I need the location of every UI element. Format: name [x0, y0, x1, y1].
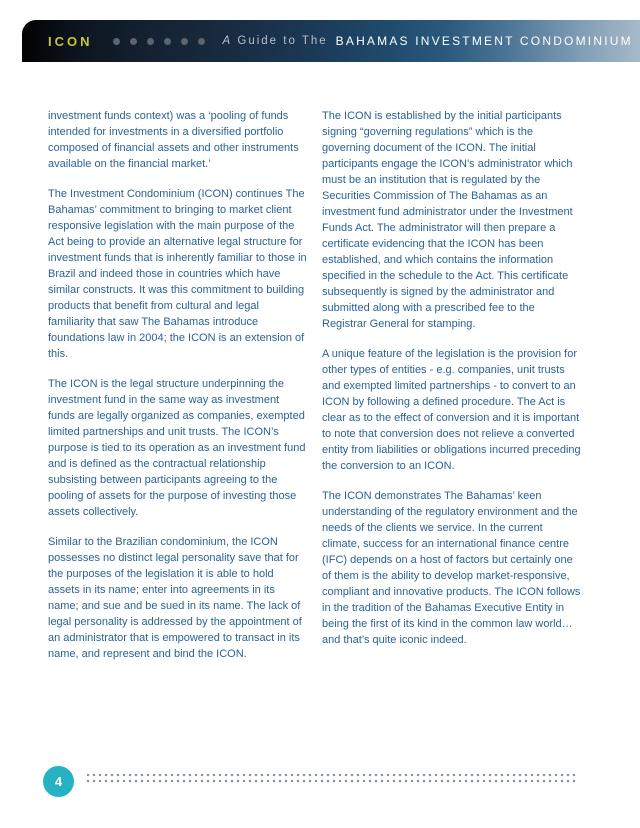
header-dot-icon — [164, 38, 171, 45]
header-dot-icon — [198, 38, 205, 45]
header-dot-icon — [113, 38, 120, 45]
guide-subtitle-italic-a: A — [222, 35, 233, 47]
footer-dotted-rule — [85, 772, 579, 785]
guide-subtitle — [223, 35, 328, 47]
two-column-body — [48, 108, 582, 676]
header-dot-icon — [130, 38, 137, 45]
paragraph: The ICON is the legal structure underpinning the investment fund in the same way as investment funds are legally organized as companies, exempted limited partnerships and unit trusts. The ICON’s purpose is tied to its operation as an investment fund and is defined as the contractual relationship subsisting between participants agreeing to the pooling of assets for the purpose of investing those assets collectively. — [48, 378, 306, 518]
paragraph: The ICON demonstrates The Bahamas’ keen understanding of the regulatory environment and the needs of the clients we service. In the current climate, success for an international finance centre (IFC) depends on a host of factors but certainly one of them is the ability to develop market-responsive, compliant and innovative products. The ICON follows in the tradition of the Bahamas Executive Entity in being the first of its kind in the common law world… and that’s quite iconic indeed. — [322, 490, 581, 646]
document-title: BAHAMAS INVESTMENT CONDOMINIUM — [335, 34, 633, 48]
header-band — [22, 20, 640, 62]
page-number-badge: 4 — [43, 766, 74, 797]
paragraph: Similar to the Brazilian condominium, the ICON possesses no distinct legal personality save that for the purposes of the legislation it is able to hold assets in its name; enter into agreements in its name; and sue and be sued in its name. The lack of legal personality is addressed by the appointment of an administrator that is empowered to transact in its name, and represent and bind the ICON. — [48, 536, 302, 660]
header-dot-icon — [181, 38, 188, 45]
paragraph: A unique feature of the legislation is the provision for other types of entities - e.g. companies, unit trusts and exempted limited partnerships - to convert to an ICON by following a defined procedure. The Act is clear as to the effect of conversion and it is important to note that conversion does not relieve a converted entity from liabilities or obligations incurred preceding the conversion to an ICON. — [322, 348, 581, 472]
paragraph: The Investment Condominium (ICON) continues The Bahamas’ commitment to bringing to market client responsive legislation with the main purpose of the Act being to provide an alternative legal structure for investment funds that is inherently familiar to those in Brazil and indeed those in countries which have similar constructs. It was this commitment to building products that benefit from cultural and legal familiarity that saw The Bahamas introduce foundations law in 2004; the ICON is an extension of this. — [48, 188, 307, 360]
guide-subtitle-text: Guide to The — [237, 35, 328, 47]
left-column — [48, 108, 308, 676]
header-separator-dots — [113, 38, 205, 45]
header-dot-icon — [147, 38, 154, 45]
paragraph: The ICON is established by the initial participants signing “governing regulations” which is the governing document of the ICON. The initial participants engage the ICON’s administrator which must be an institution that is regulated by the Securities Commission of The Bahamas as an investment fund administrator under the Investment Funds Act. The administrator will then prepare a certificate evidencing that the ICON has been established, and which contains the information specified in the schedule to the Act. This certificate subsequently is signed by the administrator and submitted along with a prescribed fee to the Registrar General for stamping. — [322, 110, 573, 330]
right-column — [322, 108, 582, 676]
paragraph: investment funds context) was a ‘pooling of funds intended for investments in a diversified portfolio composed of financial assets and other instruments available on the financial market.’ — [48, 110, 299, 170]
brand-logo-text: ICON — [48, 33, 93, 49]
